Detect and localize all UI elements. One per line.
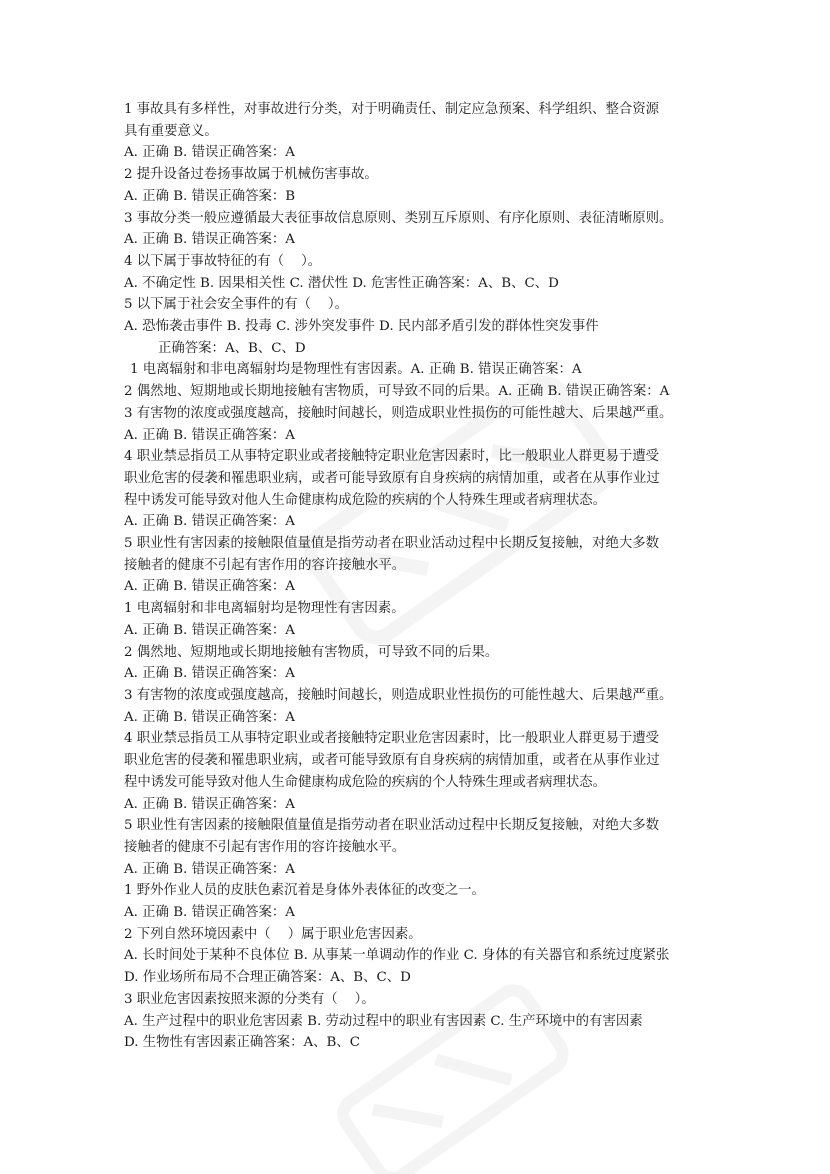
text-line: 5 以下属于社会安全事件的有（ ）。: [124, 297, 348, 313]
text-line: 1 电离辐射和非电离辐射均是物理性有害因素。A. 正确 B. 错误正确答案：A: [130, 362, 582, 378]
text-line: 1 野外作业人员的皮肤色素沉着是身体外表体征的改变之一。: [124, 883, 485, 899]
text-line: 接触者的健康不引起有害作用的容许接触水平。: [124, 839, 406, 855]
text-line: D. 作业场所布局不合理正确答案：A、B、C、D: [124, 970, 411, 986]
text-line: 程中诱发可能导致对他人生命健康构成危险的疾病的个人特殊生理或者病理状态。: [124, 492, 607, 508]
text-line: A. 长时间处于某种不良体位 B. 从事某一单调动作的作业 C. 身体的有关器官和系统过度紧张: [124, 948, 670, 964]
text-line: A. 正确 B. 错误正确答案：A: [124, 579, 295, 595]
text-line: 具有重要意义。: [124, 123, 218, 139]
text-line: A. 正确 B. 错误正确答案：A: [124, 709, 295, 725]
text-line: 3 有害物的浓度或强度越高，接触时间越长，则造成职业性损伤的可能性越大、后果越严重。: [124, 405, 673, 421]
text-line: A. 正确 B. 错误正确答案：A: [124, 427, 295, 443]
text-line: A. 正确 B. 错误正确答案：A: [124, 666, 295, 682]
text-line: 4 职业禁忌指员工从事特定职业或者接触特定职业危害因素时，比一般职业人群更易于遭受: [124, 449, 660, 465]
text-line: A. 正确 B. 错误正确答案：A: [124, 861, 295, 877]
text-line: A. 正确 B. 错误正确答案：B: [124, 188, 296, 204]
text-line: 5 职业性有害因素的接触限值量值是指劳动者在职业活动过程中长期反复接触，对绝大多数: [124, 818, 660, 834]
text-line: A. 正确 B. 错误正确答案：A: [124, 145, 295, 161]
text-line: 3 职业危害因素按照来源的分类有（ ）。: [124, 991, 375, 1007]
text-line: A. 生产过程中的职业危害因素 B. 劳动过程中的职业有害因素 C. 生产环境中的有害因素: [124, 1013, 643, 1029]
text-line: A. 正确 B. 错误正确答案：A: [124, 514, 295, 530]
text-line: 接触者的健康不引起有害作用的容许接触水平。: [124, 557, 406, 573]
text-line: 2 偶然地、短期地或长期地接触有害物质，可导致不同的后果。A. 正确 B. 错误正确答案：A: [124, 384, 670, 400]
text-line: 4 职业禁忌指员工从事特定职业或者接触特定职业危害因素时，比一般职业人群更易于遭受: [124, 731, 660, 747]
text-line: 3 事故分类一般应遵循最大表征事故信息原则、类别互斥原则、有序化原则、表征清晰原则。: [124, 210, 673, 226]
text-line: 1 电离辐射和非电离辐射均是物理性有害因素。: [124, 601, 405, 617]
text-line: D. 生物性有害因素正确答案：A、B、C: [124, 1035, 360, 1051]
text-line: 职业危害的侵袭和罹患职业病，或者可能导致原有自身疾病的病情加重，或者在从事作业过: [124, 753, 660, 769]
text-line: 2 下列自然环境因素中（ ）属于职业危害因素。: [124, 926, 422, 942]
text-line: A. 正确 B. 错误正确答案：A: [124, 232, 295, 248]
text-line: A. 恐怖袭击事件 B. 投毒 C. 涉外突发事件 D. 民内部矛盾引发的群体性突发事件: [124, 319, 599, 335]
document-body: [124, 99, 716, 1054]
text-line: 2 提升设备过卷扬事故属于机械伤害事故。: [124, 167, 378, 183]
text-line: 1 事故具有多样性，对事故进行分类，对于明确责任、制定应急预案、科学组织、整合资源: [124, 102, 660, 117]
text-line: 2 偶然地、短期地或长期地接触有害物质，可导致不同的后果。: [124, 644, 499, 660]
text-line: A. 正确 B. 错误正确答案：A: [124, 796, 295, 812]
text-line: A. 正确 B. 错误正确答案：A: [124, 905, 295, 921]
text-line: 5 职业性有害因素的接触限值量值是指劳动者在职业活动过程中长期反复接触，对绝大多数: [124, 536, 660, 552]
text-line: 职业危害的侵袭和罹患职业病，或者可能导致原有自身疾病的病情加重，或者在从事作业过: [124, 470, 660, 486]
text-line: A. 不确定性 B. 因果相关性 C. 潜伏性 D. 危害性正确答案：A、B、C、D: [124, 275, 559, 291]
text-line: 3 有害物的浓度或强度越高，接触时间越长，则造成职业性损伤的可能性越大、后果越严重。: [124, 687, 673, 703]
text-line: A. 正确 B. 错误正确答案：A: [124, 622, 295, 638]
text-line: 程中诱发可能导致对他人生命健康构成危险的疾病的个人特殊生理或者病理状态。: [124, 774, 607, 790]
text-line: 正确答案：A、B、C、D: [158, 340, 306, 356]
text-line: 4 以下属于事故特征的有（ ）。: [124, 253, 322, 269]
